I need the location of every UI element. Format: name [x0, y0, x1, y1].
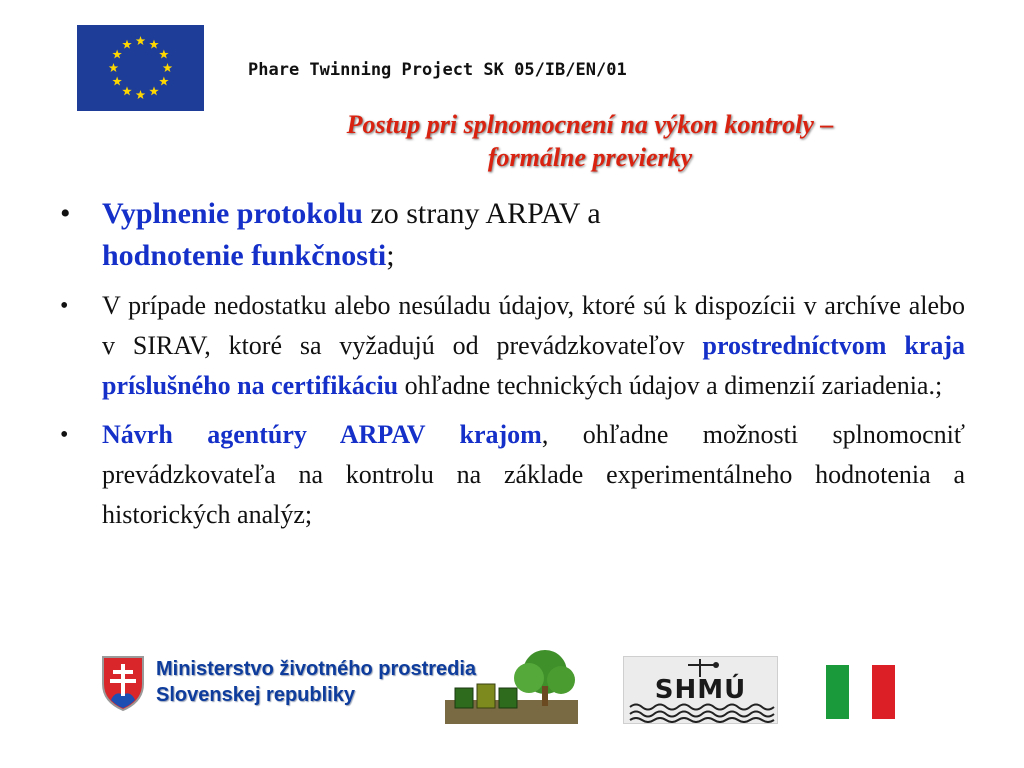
bullet-dot-icon: • — [60, 293, 69, 319]
bullet1-highlight-protocol: Vyplnenie protokolu — [102, 197, 363, 230]
ministry-line1: Ministerstvo životného prostredia — [156, 658, 477, 680]
eu-star-icon — [112, 77, 122, 86]
slide-title-line2: formálne previerky — [487, 143, 693, 172]
slovak-crest-icon — [100, 654, 146, 712]
bullet1-text-arpav: zo strany ARPAV a — [362, 197, 601, 230]
bullet-dot-icon: • — [60, 422, 69, 448]
bullet2-text-start: V prípade nedostatku alebo nesúladu údajov, ktoré sú k dispozícii v archíve alebo v SIRAV, ktoré sa vyžadujú od prevádzkovateľov — [102, 291, 965, 360]
slide-title-line1: Postup pri splnomocnení na výkon kontroly – — [346, 110, 834, 139]
eu-star-icon — [112, 50, 122, 59]
bullet-item-data-shortage — [60, 286, 965, 406]
ministry-name — [156, 656, 476, 708]
eu-star-icon — [149, 86, 159, 95]
project-label: Phare Twinning Project SK 05/IB/EN/01 — [248, 60, 627, 80]
eu-flag-logo — [77, 25, 204, 111]
bullet1-text-end: ; — [386, 239, 395, 272]
eu-star-icon — [136, 36, 146, 45]
eu-stars-icon — [77, 25, 204, 111]
ministry-logo — [100, 648, 578, 726]
eu-star-icon — [159, 77, 169, 86]
bullet3-text: , ohľadne možnosti splnomocniť prevádzkovateľa na kontrolu na základe experimentálneho hodnotenia a historických analýz; — [102, 420, 965, 529]
italy-flag-red-stripe — [872, 665, 895, 719]
bullet-item-proposal — [60, 415, 965, 535]
eu-star-icon — [163, 63, 173, 72]
bullet1-highlight-functionality: hodnotenie funkčnosti — [102, 239, 387, 272]
eu-star-icon — [109, 63, 119, 72]
eu-star-icon — [122, 40, 132, 49]
bullet-list — [60, 193, 965, 544]
italy-flag-green-stripe — [826, 665, 849, 719]
eu-star-icon — [159, 50, 169, 59]
eu-star-icon — [149, 40, 159, 49]
bullet2-text-end: ohľadne technických údajov a dimenzií zariadenia.; — [398, 371, 943, 400]
ministry-tree-illustration — [445, 648, 578, 724]
bullet-dot-icon: • — [60, 197, 71, 230]
eu-star-icon — [136, 90, 146, 99]
slide-title — [255, 108, 925, 174]
footer-logos — [0, 640, 1024, 740]
shmu-label: SHMÚ — [654, 675, 747, 705]
italy-flag-logo — [826, 665, 895, 719]
ministry-line2: Slovenskej republiky — [156, 684, 355, 706]
italy-flag-white-stripe — [849, 665, 872, 719]
bullet3-highlight-proposal: Návrh agentúry ARPAV krajom — [102, 420, 542, 449]
shmu-logo — [623, 656, 778, 724]
eu-star-icon — [122, 86, 132, 95]
bullet-item-protocol — [60, 193, 965, 277]
bullet2-highlight-region: prostredníctvom kraja príslušného na certifikáciu — [102, 331, 965, 400]
